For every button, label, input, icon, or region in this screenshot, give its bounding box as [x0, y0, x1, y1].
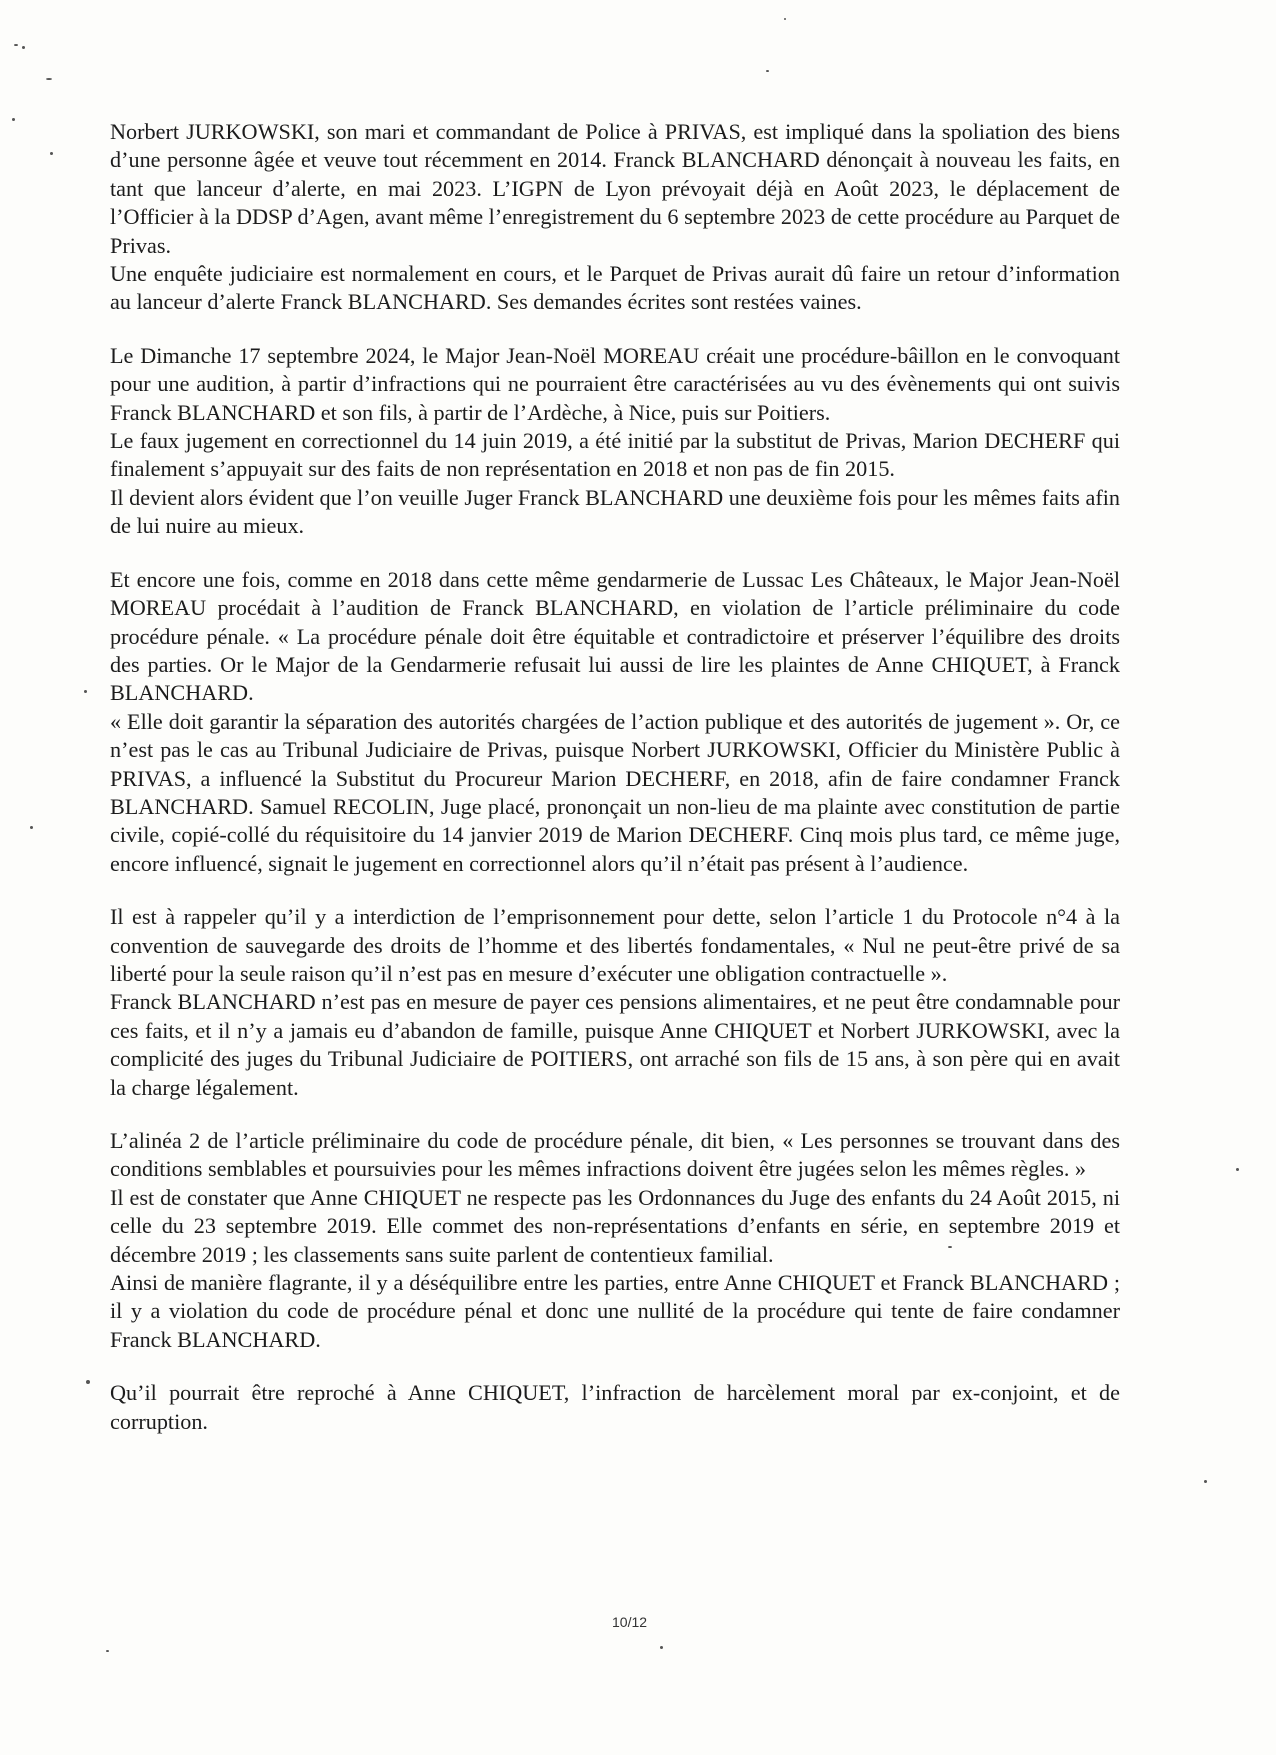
scan-speck: [12, 118, 15, 121]
paragraph: « Elle doit garantir la séparation des autorités chargées de l’action publique et des autorités de jugement ». Or, ce n’est pas le cas au Tribunal Judiciaire de Privas, puisque Norbert JURKOWSKI, Officier du Ministère Public à PRIVAS, a influencé la Substitut du Procureur Marion DECHERF, en 2018, afin de faire condamner Franck BLANCHARD. Samuel RECOLIN, Juge placé, prononçait un non-lieu de ma plainte avec constitution de partie civile, copié-collé du réquisitoire du 14 janvier 2019 de Marion DECHERF. Cinq mois plus tard, ce même juge, encore influencé, signait le jugement en correctionnel alors qu’il n’était pas présent à l’audience.: [110, 708, 1120, 876]
scan-speck: [1204, 1480, 1207, 1483]
scan-speck: [30, 826, 33, 829]
paragraph: Le Dimanche 17 septembre 2024, le Major Jean-Noël MOREAU créait une procédure-bâillon en le convoquant pour une audition, à partir d’infractions qui ne pourraient être caractérisées au vu des évènements qui ont suivis Franck BLANCHARD et son fils, à partir de l’Ardèche, à Nice, puis sur Poitiers.: [110, 342, 1120, 425]
paragraph: Norbert JURKOWSKI, son mari et commandant de Police à PRIVAS, est impliqué dans la spoliation des biens d’une personne âgée et veuve tout récemment en 2014. Franck BLANCHARD dénonçait à nouveau les faits, en tant que lanceur d’alerte, en mai 2023. L’IGPN de Lyon prévoyait déjà en Août 2023, le déplacement de l’Officier à la DDSP d’Agen, avant même l’enregistrement du 6 septembre 2023 de cette procédure au Parquet de Privas.: [110, 119, 1120, 258]
scan-speck: [46, 78, 52, 80]
paragraph: Il devient alors évident que l’on veuille Juger Franck BLANCHARD une deuxième fois pour les mêmes faits afin de lui nuire au mieux.: [110, 484, 1120, 539]
paragraph: L’alinéa 2 de l’article préliminaire du code de procédure pénale, dit bien, « Les personnes se trouvant dans des conditions semblables et poursuivies pour les mêmes infractions doivent être jugées selon les mêmes règles. »: [110, 1128, 1120, 1182]
paragraph: Ainsi de manière flagrante, il y a déséquilibre entre les parties, entre Anne CHIQUET et Franck BLANCHARD ; il y a violation du code de procédure pénal et donc une nullité de la procédure qui tente de faire condamner Franck BLANCHARD.: [110, 1270, 1120, 1352]
paragraph: Une enquête judiciaire est normalement en cours, et le Parquet de Privas aurait dû faire un retour d’information au lanceur d’alerte Franck BLANCHARD. Ses demandes écrites sont restées vaines.: [110, 261, 1120, 315]
scan-speck: [22, 46, 25, 49]
scan-speck: [1236, 1168, 1239, 1171]
paragraph: Et encore une fois, comme en 2018 dans cette même gendarmerie de Lussac Les Châteaux, le Major Jean-Noël MOREAU procédait à l’audition de Franck BLANCHARD, en violation de l’article préliminaire du code procédure pénale. « La procédure pénale doit être équitable et contradictoire et préserver l’équilibre des droits des parties. Or le Major de la Gendarmerie refusait lui aussi de lire les plaintes de Anne CHIQUET, à Franck BLANCHARD.: [110, 566, 1120, 706]
scan-speck: [106, 1650, 109, 1652]
scan-speck: [14, 44, 18, 46]
scan-speck: [660, 1646, 663, 1649]
page-number: 10/12: [612, 1614, 648, 1630]
paragraph: Le faux jugement en correctionnel du 14 juin 2019, a été initié par la substitut de Privas, Marion DECHERF qui finalement s’appuyait sur des faits de non représentation en 2018 et non pas de fin 2015.: [110, 428, 1120, 482]
paragraph: Qu’il pourrait être reproché à Anne CHIQUET, l’infraction de harcèlement moral par ex-conjoint, et de corruption.: [110, 1380, 1120, 1434]
scan-speck: [50, 152, 53, 155]
scan-speck: [766, 70, 769, 72]
paragraph: Franck BLANCHARD n’est pas en mesure de payer ces pensions alimentaires, et ne peut être condamnable pour ces faits, et il n’y a jamais eu d’abandon de famille, puisque Anne CHIQUET et Norbert JURKOWSKI, avec la complicité des juges du Tribunal Judiciaire de POITIERS, ont arraché son fils de 15 ans, à son père qui en avait la charge légalement.: [110, 989, 1120, 1100]
scan-speck: [784, 18, 786, 20]
paragraph: Il est à rappeler qu’il y a interdiction de l’emprisonnement pour dette, selon l’article 1 du Protocole n°4 à la convention de sauvegarde des droits de l’homme et des libertés fondamentales, « Nul ne peut-être privé de sa liberté pour la seule raison qu’il n’est pas en mesure d’exécuter une obligation contractuelle ».: [110, 904, 1120, 986]
document-body: [110, 118, 1120, 1436]
scan-speck: [84, 690, 87, 693]
paragraph: Il est de constater que Anne CHIQUET ne respecte pas les Ordonnances du Juge des enfants du 24 Août 2015, ni celle du 23 septembre 2019. Elle commet des non-représentations d’enfants en série, en septembre 2019 et décembre 2019 ; les classements sans suite parlent de contentieux familial.: [110, 1184, 1120, 1267]
scan-speck: [86, 1380, 90, 1384]
